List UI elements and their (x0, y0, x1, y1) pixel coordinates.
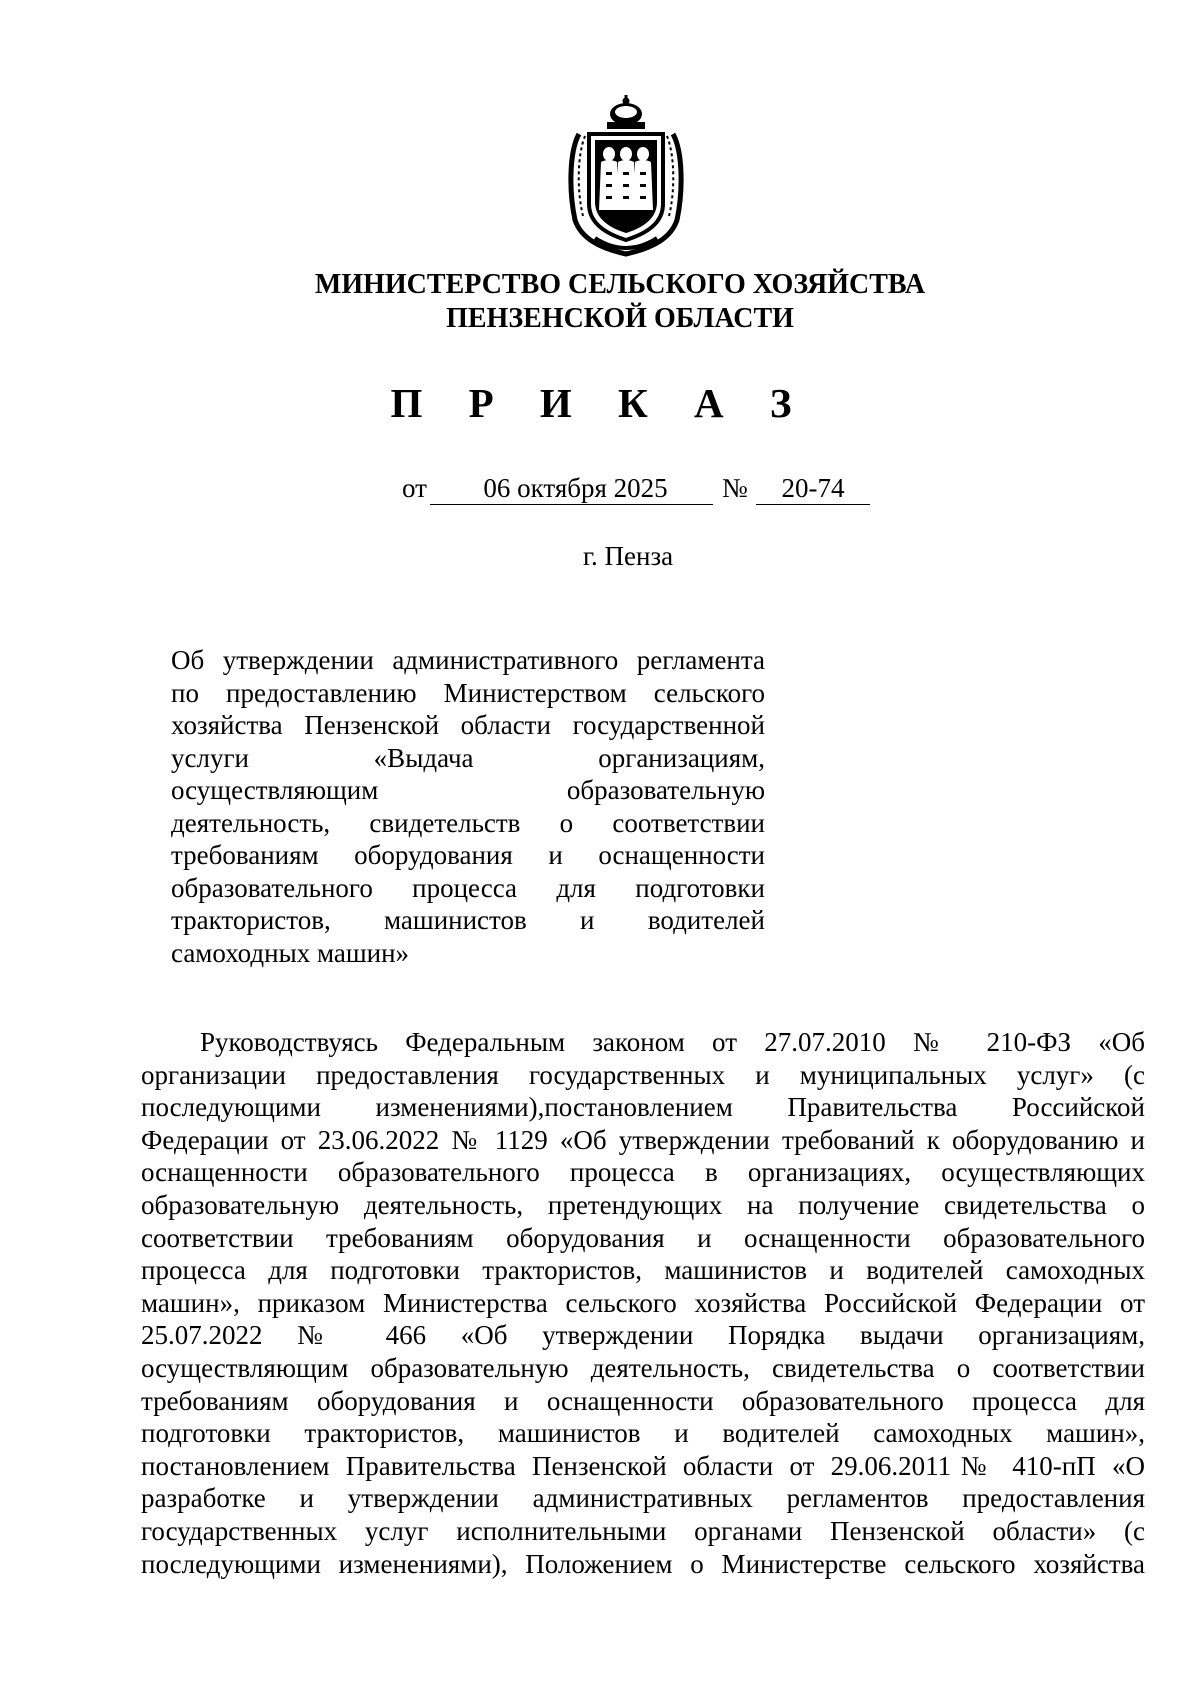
subject-line: деятельность, свидетельств о соответствии (171, 807, 765, 838)
body-line: постановлением Правительства Пензенской области от 29.06.2011№ 410-пП «О (141, 1450, 1145, 1481)
body-line: последующими изменениями),постановлением Правительства Российской (141, 1092, 1145, 1123)
body-line: оснащенности образовательного процесса в организациях, осуществляющих (141, 1157, 1145, 1188)
subject-line: по предоставлению Министерством сельского (171, 677, 765, 708)
body-line: подготовки трактористов, машинистов и водителей самоходных машин», (141, 1418, 1145, 1449)
body-line: осуществляющим образовательную деятельность, свидетельства о соответствии (141, 1352, 1145, 1383)
body-line: требованиям оборудования и оснащенности образовательного процесса для (141, 1385, 1145, 1416)
order-date: 06 октября 2025 (430, 472, 713, 505)
body-line: 25.07.2022 № 466 «Об утверждении Порядка выдачи организациям, (141, 1320, 1145, 1351)
body-line: соответствии требованиям оборудования и оснащенности образовательного (141, 1222, 1145, 1253)
subject-line: Об утверждении административного регламента (171, 645, 765, 675)
body-line: машин», приказом Министерства сельского хозяйства Российской Федерации от (141, 1287, 1145, 1318)
document-type-title: П Р И К А З (390, 380, 810, 426)
subject-line: услуги «Выдача организациям, (171, 742, 765, 773)
subject-line: самоходных машин» (171, 937, 410, 968)
body-line: государственных услуг исполнительными органами Пензенской области» (с (141, 1515, 1145, 1546)
subject-line: требованиям оборудования и оснащенности (171, 840, 765, 870)
date-prefix: от (402, 473, 427, 503)
body-line: Федерации от 23.06.2022 № 1129 «Об утверждении требований к оборудованию и (141, 1124, 1145, 1155)
ministry-name-line-1: МИНИСТЕРСТВО СЕЛЬСКОГО ХОЗЯЙСТВА (314, 269, 926, 300)
body-line: последующими изменениями), Положением о Министерстве сельского хозяйства (141, 1548, 1145, 1579)
subject-line: хозяйства Пензенской области государственной (171, 710, 765, 740)
body-line: образовательную деятельность, претендующих на получение свидетельства о (141, 1189, 1145, 1220)
city-name: г. Пенза (583, 541, 674, 571)
order-number: 20-74 (756, 472, 870, 505)
subject-line: образовательного процесса для подготовки (171, 872, 765, 903)
order-body-text (141, 1026, 1145, 1580)
body-line: Руководствуясь Федеральным законом от 27.07.2010 № 210-ФЗ «Об (200, 1027, 1145, 1057)
order-subject (171, 644, 765, 969)
coat-of-arms-icon (565, 92, 687, 260)
subject-line: трактористов, машинистов и водителей (171, 905, 765, 935)
body-line: разработке и утверждении административных регламентов предоставления (141, 1483, 1145, 1514)
ministry-name-line-2: ПЕНЗЕНСКОЙ ОБЛАСТИ (446, 303, 794, 334)
body-line: организации предоставления государственных и муниципальных услуг» (с (141, 1059, 1145, 1090)
subject-line: осуществляющим образовательную (171, 775, 765, 805)
body-line: процесса для подготовки трактористов, машинистов и водителей самоходных (141, 1255, 1145, 1286)
number-sign: № (722, 473, 748, 503)
ministry-name (200, 268, 1040, 336)
